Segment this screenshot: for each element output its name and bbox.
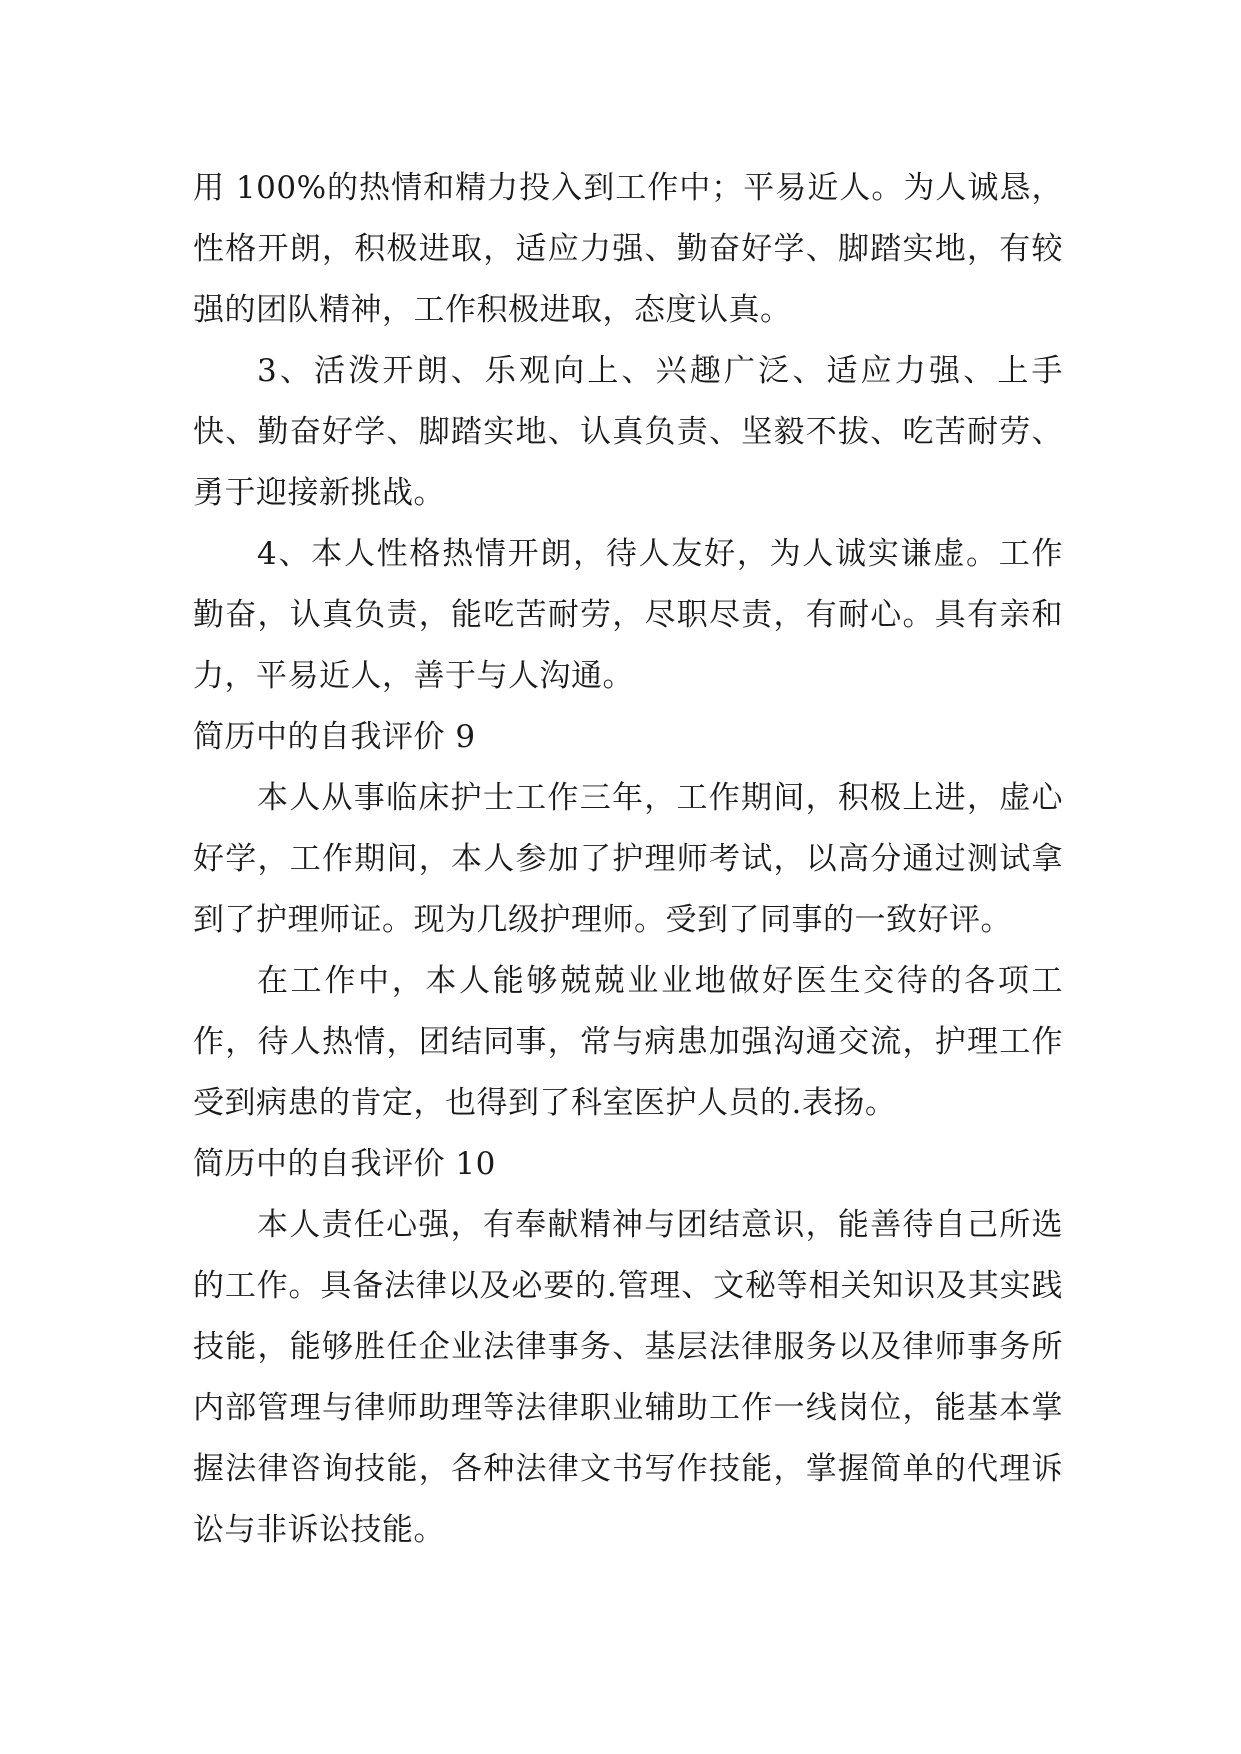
paragraph-section9-2: 在工作中，本人能够兢兢业业地做好医生交待的各项工作，待人热情，团结同事，常与病患加强沟通交流，护理工作受到病患的肯定，也得到了科室医护人员的.表扬。 [193,963,1063,1121]
section-heading-10: 简历中的自我评价 10 [193,1146,496,1182]
paragraph-section9-1: 本人从事临床护士工作三年，工作期间，积极上进，虚心好学，工作期间，本人参加了护理师考试，以高分通过测试拿到了护理师证。现为几级护理师。受到了同事的一致好评。 [193,780,1063,938]
paragraph-item-3: 3、活泼开朗、乐观向上、兴趣广泛、适应力强、上手快、勤奋好学、脚踏实地、认真负责、坚毅不拔、吃苦耐劳、勇于迎接新挑战。 [193,353,1063,511]
paragraph-continued: 用 100%的热情和精力投入到工作中；平易近人。为人诚恳，性格开朗，积极进取，适应力强、勤奋好学、脚踏实地，有较强的团队精神，工作积极进取，态度认真。 [193,170,1063,328]
document-body [193,158,1063,1561]
section-heading-9: 简历中的自我评价 9 [193,719,476,755]
paragraph-section10-1: 本人责任心强，有奉献精神与团结意识，能善待自己所选的工作。具备法律以及必要的.管理、文秘等相关知识及其实践技能，能够胜任企业法律事务、基层法律服务以及律师事务所内部管理与律师助理等法律职业辅助工作一线岗位，能基本掌握法律咨询技能，各种法律文书写作技能，掌握简单的代理诉讼与非诉讼技能。 [193,1207,1063,1548]
paragraph-item-4: 4、本人性格热情开朗，待人友好，为人诚实谦虚。工作勤奋，认真负责，能吃苦耐劳，尽职尽责，有耐心。具有亲和力，平易近人，善于与人沟通。 [193,536,1063,694]
